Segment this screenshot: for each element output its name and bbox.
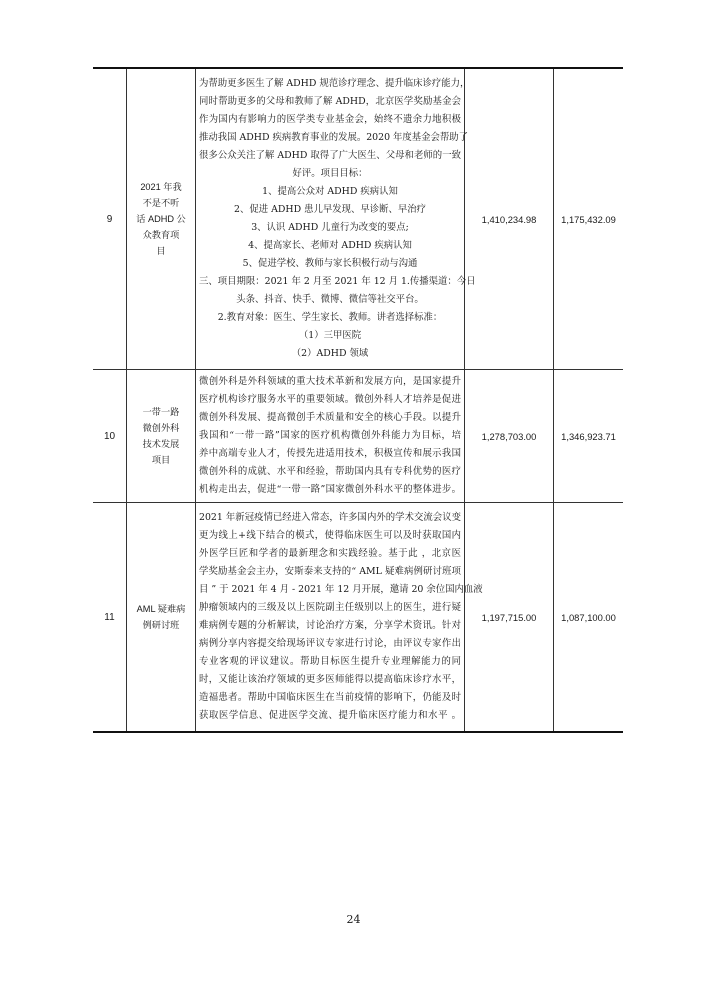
page-number: 24	[346, 913, 361, 926]
description-line: 微创外科是外科领域的重大技术革新和发展方向，是国家提升	[199, 376, 461, 387]
description-line: 医疗机构诊疗服务水平的重要领域。微创外科人才培养是促进	[199, 394, 461, 405]
description-line: 病例分享内容提交给现场评议专家进行讨论，由评议专家作出	[199, 638, 461, 649]
amount-current: 1,278,703.00	[465, 370, 554, 503]
description-line: 好评。项目目标：	[292, 168, 368, 179]
project-name-line: 微创外科	[142, 423, 180, 433]
description-line: 2.教育对象：医生、学生家长、教师。讲者选择标准：	[217, 312, 443, 323]
project-description	[196, 68, 476, 370]
project-name-line: AML 疑难病	[136, 604, 186, 614]
description-line: 肿瘤领域内的三级及以上医院副主任级别以上的医生，进行疑	[199, 602, 461, 613]
project-name-line: 项目	[151, 455, 171, 465]
row-number: 9	[93, 68, 127, 370]
amount-previous: 1,175,432.09	[554, 68, 624, 370]
table-row	[93, 370, 623, 503]
description-line: 养中高端专业人才，传授先进适用技术，积极宣传和展示我国	[199, 448, 461, 459]
description-line: 时，又能让该治疗领域的更多医师能得以提高临床诊疗水平，	[199, 674, 461, 685]
project-name-line: 目	[156, 246, 166, 256]
description-line: 头条、抖音、快手、微博、微信等社交平台。	[236, 294, 424, 305]
amount-current: 1,197,715.00	[465, 503, 554, 733]
table-row	[93, 68, 623, 370]
description-line: 微创外科的成就、水平和经验，帮助国内具有专科优势的医疗	[199, 466, 461, 477]
description-line: 3、认识 ADHD 儿童行为改变的要点;	[251, 222, 409, 233]
project-name-line: 2021 年我	[140, 182, 182, 192]
description-line: （2）ADHD 领域	[291, 348, 369, 359]
description-line: 难病例专题的分析解读，讨论治疗方案，分享学术资讯。针对	[199, 620, 461, 631]
project-name	[127, 503, 196, 733]
project-name	[127, 68, 196, 370]
description-line: 学奖励基金会主办，安斯泰来支持的“ AML 疑难病例研讨班项	[199, 566, 461, 577]
description-line: 更为线上+线下结合的模式，使得临床医生可以及时获取国内	[199, 530, 461, 541]
description-line: 我国和“一带一路”国家的医疗机构微创外科能力为目标，培	[199, 430, 461, 441]
project-description	[196, 370, 465, 503]
description-line: 机构走出去，促进“一带一路”国家微创外科水平的整体进步。	[199, 484, 461, 495]
project-name-line: 一带一路	[142, 407, 180, 417]
project-name	[127, 370, 196, 503]
project-table	[93, 67, 623, 733]
description-line: 外医学巨匠和学者的最新理念和实践经验。基于此 ，北京医	[199, 548, 461, 559]
project-name-line: 不是不听	[142, 198, 180, 208]
description-line: 很多公众关注了解 ADHD 取得了广大医生、父母和老师的一致	[199, 150, 461, 161]
description-line: （1）三甲医院	[298, 330, 362, 341]
description-line: 作为国内有影响力的医学类专业基金会，始终不遗余力地积极	[199, 114, 461, 125]
project-name-line: 例研讨班	[142, 620, 180, 630]
description-line: 1、提高公众对 ADHD 疾病认知	[262, 186, 398, 197]
table-row	[93, 503, 623, 733]
description-line: 微创外科发展、提高微创手术质量和安全的核心手段。以提升	[199, 412, 461, 423]
row-number: 10	[93, 370, 127, 503]
amount-current: 1,410,234.98	[465, 68, 554, 370]
description-line: 专业客观的评议建议。帮助目标医生提升专业理解能力的同	[199, 656, 461, 667]
amount-previous: 1,087,100.00	[554, 503, 624, 733]
project-description	[196, 503, 483, 733]
description-line: 推动我国 ADHD 疾病教育事业的发展。2020 年度基金会帮助了	[199, 132, 469, 143]
project-name-line: 众教育项	[142, 230, 180, 240]
description-line: 造福患者。帮助中国临床医生在当前疫情的影响下，仍能及时	[199, 692, 461, 703]
amount-previous: 1,346,923.71	[554, 370, 624, 503]
description-line: 2、促进 ADHD 患儿早发现、早诊断、早治疗	[234, 204, 426, 215]
row-number: 11	[93, 503, 127, 733]
description-line: 5、促进学校、教师与家长积极行动与沟通	[242, 258, 418, 269]
description-line: 三、项目期限：2021 年 2 月至 2021 年 12 月 1.传播渠道：今日	[199, 276, 476, 287]
description-line: 2021 年新冠疫情已经进入常态，许多国内外的学术交流会议变	[199, 512, 461, 523]
project-name-line: 话 ADHD 公	[136, 214, 186, 224]
description-line: 4、提高家长、老师对 ADHD 疾病认知	[248, 240, 412, 251]
description-line: 获取医学信息、促进医学交流、提升临床医疗能力和水平 。	[199, 710, 461, 721]
project-name-line: 技术发展	[142, 439, 180, 449]
description-line: 同时帮助更多的父母和教师了解 ADHD，北京医学奖励基金会	[199, 96, 461, 107]
description-line: 目 ” 于 2021 年 4 月 - 2021 年 12 月开展，邀请 20 余位国内血液	[199, 584, 483, 595]
description-line: 为帮助更多医生了解 ADHD 规范诊疗理念、提升临床诊疗能力，	[199, 78, 470, 89]
